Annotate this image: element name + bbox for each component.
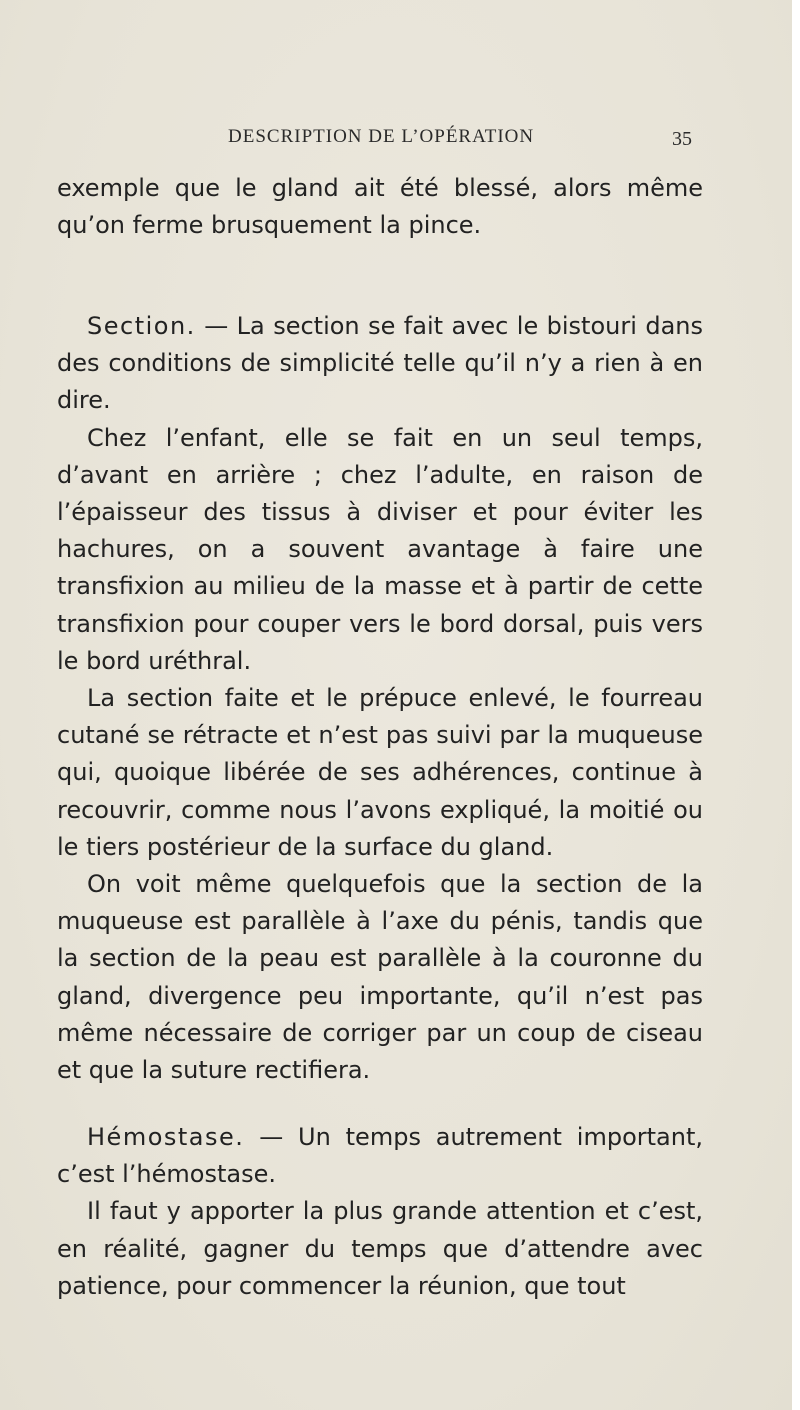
page-margin (792, 0, 800, 1410)
section-text: — La section se fait avec le bistouri dans des conditions de simplicité telle qu’il n’y a rien à en dire. (57, 312, 703, 415)
section-heading: Section. (87, 312, 196, 340)
paragraph-enfant: Chez l’enfant, elle se fait en un seul temps, d’avant en arrière ; chez l’adulte, en raison de l’épaisseur des tissus à diviser et pour éviter les hachures, on a souvent avantage à faire une transfixion au milieu de la masse et à partir de cette transfixion pour couper vers le bord dorsal, puis vers le bord uréthral. (57, 423, 703, 675)
paragraph-muqueuse: On voit même quelquefois que la section de la muqueuse est parallèle à l’axe du pénis, tandis que la section de la peau est parallèle à la couronne du gland, divergence peu importante, qu’il n’est pas même nécessaire de corriger par un coup de ciseau et que la suture rectifiera. (57, 870, 703, 1085)
hemostase-text: — Un temps autrement important, c’est l’hémostase. (57, 1123, 703, 1189)
hemostase-heading: Hémostase. (87, 1123, 245, 1151)
hemostase-block (57, 1119, 703, 1305)
paragraph-prepuce: La section faite et le prépuce enlevé, le fourreau cutané se rétracte et n’est pas suivi par la muqueuse qui, quoique libérée de ses adhérences, continue à recouvrir, comme nous l’avons expliqué, la moitié ou le tiers postérieur de la surface du gland. (57, 684, 703, 861)
running-title: DESCRIPTION DE L’OPÉRATION (228, 126, 535, 147)
paragraph-section (57, 308, 703, 420)
page-number: 35 (672, 128, 692, 150)
paragraph-hemostase (57, 1119, 703, 1193)
paragraph-continuation: exemple que le gland ait été blessé, alors même qu’on ferme brusquement la pince. (57, 174, 703, 240)
section-block (57, 308, 703, 1089)
paragraph-attention: Il faut y apporter la plus grande attention et c’est, en réalité, gagner du temps que d’attendre avec patience, pour commencer la réunion, que tout (57, 1197, 703, 1300)
text-block-continuation (57, 170, 703, 244)
